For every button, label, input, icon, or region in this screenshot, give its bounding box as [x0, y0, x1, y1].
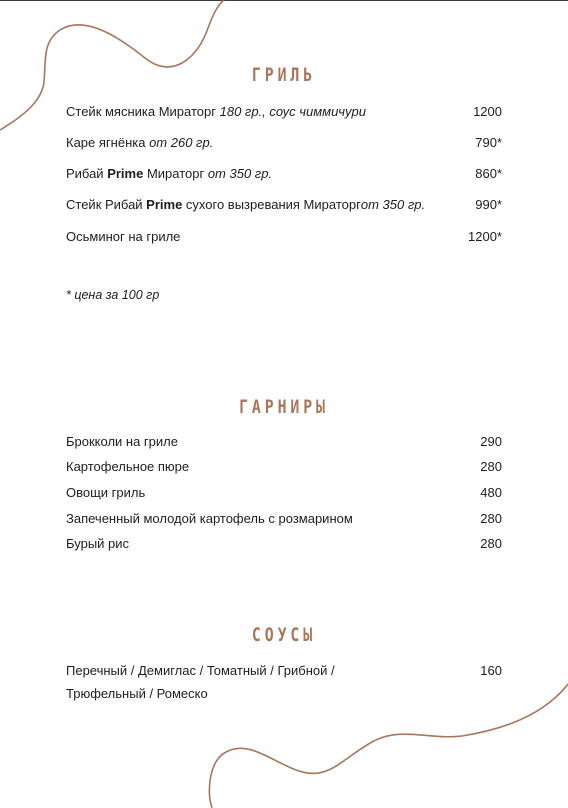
- sauce-list-line-1: Перечный / Демиглас / Томатный / Грибной /: [66, 663, 335, 678]
- top-border-line: [0, 0, 568, 1]
- menu-item-name: Бурый рис: [66, 536, 130, 551]
- menu-item-name: Овощи гриль: [66, 485, 146, 500]
- menu-item-price: 480: [480, 485, 502, 500]
- menu-item-price: 1200: [473, 104, 502, 119]
- menu-item-price: 790*: [475, 135, 502, 150]
- menu-item-name: Брокколи на гриле: [66, 434, 178, 449]
- menu-item-price: 1200*: [468, 229, 502, 244]
- menu-item-name: Каре ягнёнка от 260 гр.: [66, 135, 214, 150]
- bottom-wave-curve: [209, 684, 568, 808]
- menu-item-name: Осьминог на гриле: [66, 229, 181, 244]
- menu-item-name: Стейк Рибай Prime сухого вызревания Мираторгот 350 гр.: [66, 197, 426, 212]
- menu-item-name: Рибай Prime Мираторг от 350 гр.: [66, 166, 273, 181]
- section-title-sides: ГАРНИРЫ: [239, 396, 329, 418]
- section-title-grill: ГРИЛЬ: [251, 64, 317, 86]
- menu-item-price: 280: [480, 459, 502, 474]
- menu-item-price: 280: [480, 511, 502, 526]
- menu-item-price: 860*: [475, 166, 502, 181]
- menu-item-name: Картофельное пюре: [66, 459, 190, 474]
- menu-item-price: 160: [480, 663, 502, 678]
- menu-item-name: Запеченный молодой картофель с розмарином: [66, 511, 353, 526]
- menu-item-name: Стейк мясника Мираторг 180 гр., соус чиммичури: [66, 104, 366, 119]
- section-title-sauces: СОУСЫ: [251, 624, 317, 646]
- menu-item-price: 990*: [475, 197, 502, 212]
- menu-item-price: 280: [480, 536, 502, 551]
- price-footnote: * цена за 100 гр: [66, 288, 160, 302]
- menu-item-price: 290: [480, 434, 502, 449]
- sauce-list-line-2: Трюфельный / Ромеско: [66, 686, 208, 701]
